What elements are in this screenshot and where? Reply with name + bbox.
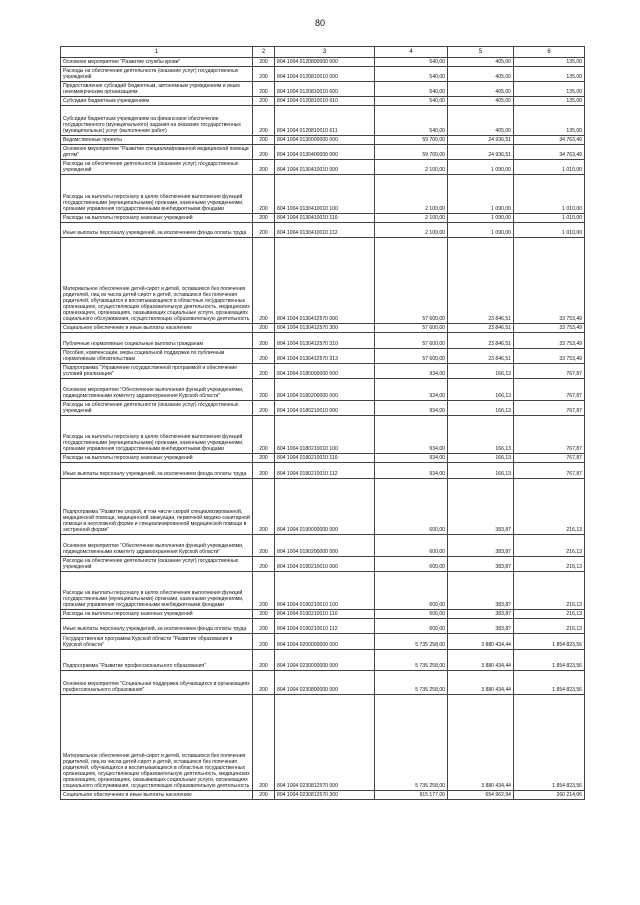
row-admin-code: 200	[253, 400, 275, 415]
row-unexecuted-amount: 135,00	[514, 57, 585, 66]
row-admin-code: 200	[253, 534, 275, 556]
row-approved-amount: 600,00	[375, 534, 448, 556]
row-budget-code: 804 1004 0190210010 100	[275, 571, 375, 609]
row-budget-code: 804 1004 0130410010 100	[275, 174, 375, 213]
row-unexecuted-amount: 1 854 823,56	[514, 670, 585, 694]
table-row	[61, 556, 585, 571]
row-unexecuted-amount: 767,87	[514, 363, 585, 378]
row-name: Основное мероприятие "Обеспечение выполнения функций учреждениями, подведомственными комитету здравоохранения Курской области"	[61, 378, 253, 400]
row-executed-amount: 23 846,51	[448, 332, 514, 348]
row-executed-amount: 405,00	[448, 57, 514, 66]
row-admin-code: 200	[253, 453, 275, 462]
row-budget-code: 804 1004 0130412570 313	[275, 348, 375, 363]
row-name: Субсидии бюджетным учреждениям	[61, 96, 253, 105]
row-executed-amount: 1 090,00	[448, 174, 514, 213]
row-approved-amount: 540,00	[375, 81, 448, 96]
row-approved-amount: 600,00	[375, 618, 448, 633]
row-approved-amount: 57 600,00	[375, 332, 448, 348]
table-row	[61, 400, 585, 415]
row-budget-code: 804 1004 0190210010 112	[275, 618, 375, 633]
row-budget-code: 804 1004 0180210010 000	[275, 400, 375, 415]
row-approved-amount: 934,00	[375, 415, 448, 453]
row-budget-code: 804 1004 0120810010 611	[275, 105, 375, 135]
row-unexecuted-amount: 216,13	[514, 478, 585, 534]
row-admin-code: 200	[253, 96, 275, 105]
table-row	[61, 694, 585, 790]
row-name: Социальное обеспечение и иные выплаты населению	[61, 790, 253, 799]
row-executed-amount: 23 846,51	[448, 348, 514, 363]
row-admin-code: 200	[253, 66, 275, 81]
row-approved-amount: 934,00	[375, 400, 448, 415]
table-row	[61, 135, 585, 144]
row-unexecuted-amount: 1 854 823,56	[514, 694, 585, 790]
table-row	[61, 174, 585, 213]
row-budget-code: 804 1004 0130412570 300	[275, 323, 375, 332]
table-row	[61, 57, 585, 66]
row-admin-code: 200	[253, 332, 275, 348]
row-executed-amount: 166,13	[448, 363, 514, 378]
row-executed-amount: 24 936,51	[448, 144, 514, 159]
table-row	[61, 670, 585, 694]
row-name: Ведомственные проекты	[61, 135, 253, 144]
row-name: Расходы на выплаты персоналу в целях обеспечения выполнения функций государственными (муниципальными) органами, казенными учреждениями, органами управления государственными внебюджетными фондами	[61, 571, 253, 609]
row-unexecuted-amount: 33 753,49	[514, 332, 585, 348]
row-admin-code: 200	[253, 670, 275, 694]
row-admin-code: 200	[253, 609, 275, 618]
row-budget-code: 804 1004 0200000000 000	[275, 633, 375, 649]
row-unexecuted-amount: 1 010,00	[514, 159, 585, 174]
row-approved-amount: 934,00	[375, 363, 448, 378]
row-executed-amount: 3 880 434,44	[448, 649, 514, 670]
row-approved-amount: 540,00	[375, 96, 448, 105]
row-name: Расходы на обеспечение деятельности (оказание услуг) государственных учреждений	[61, 159, 253, 174]
row-executed-amount: 3 880 434,44	[448, 670, 514, 694]
row-executed-amount: 3 880 434,44	[448, 633, 514, 649]
row-approved-amount: 600,00	[375, 478, 448, 534]
row-unexecuted-amount: 33 753,49	[514, 237, 585, 323]
column-header: 6	[514, 47, 585, 58]
row-budget-code: 804 1004 0230812570 000	[275, 694, 375, 790]
row-budget-code: 804 1004 0230000000 000	[275, 649, 375, 670]
row-name: Субсидии бюджетным учреждениям на финансовое обеспечение государственного (муниципального) задания на оказание государственных (муниципальных) услуг (выполнение работ)	[61, 105, 253, 135]
row-approved-amount: 57 600,00	[375, 237, 448, 323]
row-admin-code: 200	[253, 135, 275, 144]
row-name: Расходы на выплаты персоналу казенных учреждений	[61, 453, 253, 462]
row-executed-amount: 1 090,00	[448, 213, 514, 222]
row-executed-amount: 166,13	[448, 400, 514, 415]
row-name: Социальное обеспечение и иные выплаты населению	[61, 323, 253, 332]
row-executed-amount: 383,87	[448, 618, 514, 633]
row-name: Основное мероприятие "Социальная поддержка обучающихся в организациях профессионального образования"	[61, 670, 253, 694]
row-admin-code: 200	[253, 415, 275, 453]
table-row	[61, 378, 585, 400]
row-budget-code: 804 1004 0180210010 110	[275, 453, 375, 462]
row-name: Подпрограмма "Развитие профессионального образования"	[61, 649, 253, 670]
row-name: Расходы на выплаты персоналу казенных учреждений	[61, 213, 253, 222]
row-admin-code: 200	[253, 159, 275, 174]
row-budget-code: 804 1004 0180200000 000	[275, 378, 375, 400]
row-executed-amount: 166,13	[448, 378, 514, 400]
row-admin-code: 200	[253, 144, 275, 159]
row-executed-amount: 383,87	[448, 609, 514, 618]
row-unexecuted-amount: 767,87	[514, 453, 585, 462]
row-approved-amount: 5 735 258,00	[375, 694, 448, 790]
row-admin-code: 200	[253, 213, 275, 222]
row-unexecuted-amount: 767,87	[514, 462, 585, 478]
row-unexecuted-amount: 1 854 823,56	[514, 633, 585, 649]
table-row	[61, 348, 585, 363]
row-admin-code: 200	[253, 237, 275, 323]
table-row	[61, 363, 585, 378]
column-header: 2	[253, 47, 275, 58]
column-header: 3	[275, 47, 375, 58]
row-approved-amount: 59 700,00	[375, 135, 448, 144]
row-unexecuted-amount: 767,87	[514, 400, 585, 415]
row-approved-amount: 600,00	[375, 556, 448, 571]
row-name: Основное мероприятие "Развитие специализированной медицинской помощи детям"	[61, 144, 253, 159]
row-budget-code: 804 1004 0130412570 000	[275, 237, 375, 323]
row-approved-amount: 5 735 258,00	[375, 649, 448, 670]
row-name: Расходы на выплаты персоналу в целях обеспечения выполнения функций государственными (муниципальными) органами, казенными учреждениями, органами управления государственными внебюджетными фондами	[61, 174, 253, 213]
row-budget-code: 804 1004 0130410010 112	[275, 222, 375, 237]
row-budget-code: 804 1004 0180210010 100	[275, 415, 375, 453]
row-approved-amount: 2 100,00	[375, 213, 448, 222]
row-admin-code: 200	[253, 571, 275, 609]
row-executed-amount: 23 846,51	[448, 323, 514, 332]
row-name: Подпрограмма "Развитие скорой, в том числе скорой специализированной, медицинской помощи, медицинской эвакуации, первичной медико-санитарной помощи в неотложной форме и специализированной медицинской помощи в экстренной форме"	[61, 478, 253, 534]
row-unexecuted-amount: 34 763,49	[514, 135, 585, 144]
table-row	[61, 633, 585, 649]
row-admin-code: 200	[253, 649, 275, 670]
page-number: 80	[314, 18, 325, 28]
row-name: Иные выплаты персоналу учреждений, за исключением фонда оплаты труда	[61, 462, 253, 478]
row-budget-code: 804 1004 0120810010 610	[275, 96, 375, 105]
row-approved-amount: 2 100,00	[375, 222, 448, 237]
row-approved-amount: 57 600,00	[375, 348, 448, 363]
row-admin-code: 200	[253, 694, 275, 790]
table-row	[61, 96, 585, 105]
table-row	[61, 237, 585, 323]
row-approved-amount: 934,00	[375, 462, 448, 478]
row-approved-amount: 5 735 258,00	[375, 633, 448, 649]
row-admin-code: 200	[253, 478, 275, 534]
row-name: Предоставление субсидий бюджетным, автономным учреждениям и иным некоммерческим организациям	[61, 81, 253, 96]
row-name: Расходы на выплаты персоналу казенных учреждений	[61, 609, 253, 618]
row-name: Публичные нормативные социальные выплаты гражданам	[61, 332, 253, 348]
row-executed-amount: 405,00	[448, 96, 514, 105]
row-name: Расходы на выплаты персоналу в целях обеспечения выполнения функций государственными (муниципальными) органами, казенными учреждениями, органами управления государственными внебюджетными фондами	[61, 415, 253, 453]
row-unexecuted-amount: 135,00	[514, 105, 585, 135]
row-approved-amount: 540,00	[375, 105, 448, 135]
row-name: Основное мероприятие "Обеспечение выполнения функций учреждениями, подведомственными комитету здравоохранения Курской области"	[61, 534, 253, 556]
row-name: Иные выплаты персоналу учреждений, за исключением фонда оплаты труда	[61, 618, 253, 633]
row-budget-code: 804 1004 0130000000 000	[275, 135, 375, 144]
row-admin-code: 200	[253, 105, 275, 135]
row-admin-code: 200	[253, 81, 275, 96]
row-admin-code: 200	[253, 790, 275, 799]
table-row	[61, 453, 585, 462]
row-admin-code: 200	[253, 462, 275, 478]
row-budget-code: 804 1004 0190000000 000	[275, 478, 375, 534]
row-approved-amount: 934,00	[375, 453, 448, 462]
table-row	[61, 144, 585, 159]
row-admin-code: 200	[253, 174, 275, 213]
row-unexecuted-amount: 34 763,49	[514, 144, 585, 159]
row-executed-amount: 1 090,00	[448, 222, 514, 237]
budget-table	[60, 46, 585, 800]
row-unexecuted-amount: 767,87	[514, 378, 585, 400]
row-budget-code: 804 1004 0180000000 000	[275, 363, 375, 378]
table-row	[61, 213, 585, 222]
row-executed-amount: 24 936,51	[448, 135, 514, 144]
row-budget-code: 804 1004 0190210010 000	[275, 556, 375, 571]
row-approved-amount: 600,00	[375, 609, 448, 618]
table-row	[61, 649, 585, 670]
row-unexecuted-amount: 1 010,00	[514, 213, 585, 222]
row-executed-amount: 383,87	[448, 534, 514, 556]
row-budget-code: 804 1004 0130410010 110	[275, 213, 375, 222]
row-name: Пособия, компенсации, меры социальной поддержки по публичным нормативным обязательствам	[61, 348, 253, 363]
row-executed-amount: 383,87	[448, 478, 514, 534]
row-approved-amount: 57 600,00	[375, 323, 448, 332]
row-budget-code: 804 1004 0130410010 000	[275, 159, 375, 174]
row-name: Подпрограмма "Управление государственной программой и обеспечение условий реализации"	[61, 363, 253, 378]
table-row	[61, 415, 585, 453]
table-row	[61, 222, 585, 237]
row-unexecuted-amount: 216,13	[514, 609, 585, 618]
row-budget-code: 804 1004 0120810010 000	[275, 66, 375, 81]
row-budget-code: 804 1004 0130400000 000	[275, 144, 375, 159]
row-name: Расходы на обеспечение деятельности (оказание услуг) государственных учреждений	[61, 556, 253, 571]
table-row	[61, 105, 585, 135]
table-row	[61, 462, 585, 478]
header-row	[61, 47, 585, 58]
row-budget-code: 804 1004 0190210010 110	[275, 609, 375, 618]
row-admin-code: 200	[253, 363, 275, 378]
column-header: 1	[61, 47, 253, 58]
row-executed-amount: 654 962,94	[448, 790, 514, 799]
row-budget-code: 804 1004 0180210010 112	[275, 462, 375, 478]
row-unexecuted-amount: 1 010,00	[514, 222, 585, 237]
row-unexecuted-amount: 260 214,06	[514, 790, 585, 799]
row-admin-code: 200	[253, 348, 275, 363]
row-executed-amount: 166,13	[448, 462, 514, 478]
row-name: Материальное обеспечение детей-сирот и детей, оставшихся без попечения родителей, лиц из числа детей-сирот и детей, оставшихся без попечения родителей, обучающихся и воспитывающихся в областных государственных организациях, осуществляющих образовательную деятельность, медицинских организациях, организациях, оказывающих социальные услуги, организациях социального обслуживания, осуществляющих образовательную деятельность	[61, 237, 253, 323]
row-admin-code: 200	[253, 556, 275, 571]
row-budget-code: 804 1004 0190200000 000	[275, 534, 375, 556]
row-approved-amount: 2 100,00	[375, 159, 448, 174]
row-unexecuted-amount: 33 753,49	[514, 348, 585, 363]
row-name: Основное мероприятие "Развитие службы крови"	[61, 57, 253, 66]
row-admin-code: 200	[253, 633, 275, 649]
column-header: 4	[375, 47, 448, 58]
row-unexecuted-amount: 216,13	[514, 534, 585, 556]
row-unexecuted-amount: 135,00	[514, 66, 585, 81]
row-name: Расходы на обеспечение деятельности (оказание услуг) государственных учреждений	[61, 66, 253, 81]
row-unexecuted-amount: 216,13	[514, 556, 585, 571]
row-unexecuted-amount: 33 753,49	[514, 323, 585, 332]
row-unexecuted-amount: 1 010,00	[514, 174, 585, 213]
row-approved-amount: 2 100,00	[375, 174, 448, 213]
row-executed-amount: 166,13	[448, 453, 514, 462]
row-name: Иные выплаты персоналу учреждений, за исключением фонда оплаты труда	[61, 222, 253, 237]
table-row	[61, 609, 585, 618]
row-executed-amount: 383,87	[448, 571, 514, 609]
row-approved-amount: 600,00	[375, 571, 448, 609]
row-budget-code: 804 1004 0130412570 310	[275, 332, 375, 348]
row-admin-code: 200	[253, 378, 275, 400]
row-budget-code: 804 1004 0230812570 300	[275, 790, 375, 799]
row-budget-code: 804 1004 0120800000 000	[275, 57, 375, 66]
row-unexecuted-amount: 216,13	[514, 571, 585, 609]
row-admin-code: 200	[253, 222, 275, 237]
row-approved-amount: 915 177,00	[375, 790, 448, 799]
table-row	[61, 790, 585, 799]
row-executed-amount: 3 880 434,44	[448, 694, 514, 790]
row-approved-amount: 540,00	[375, 57, 448, 66]
table-row	[61, 332, 585, 348]
table-row	[61, 66, 585, 81]
row-approved-amount: 540,00	[375, 66, 448, 81]
row-executed-amount: 1 090,00	[448, 159, 514, 174]
row-executed-amount: 23 846,51	[448, 237, 514, 323]
row-executed-amount: 405,00	[448, 81, 514, 96]
row-unexecuted-amount: 1 854 823,56	[514, 649, 585, 670]
row-name: Расходы на обеспечение деятельности (оказание услуг) государственных учреждений	[61, 400, 253, 415]
row-name: Государственная программа Курской области "Развитие образования в Курской области"	[61, 633, 253, 649]
row-approved-amount: 5 735 258,00	[375, 670, 448, 694]
row-unexecuted-amount: 135,00	[514, 81, 585, 96]
row-admin-code: 200	[253, 323, 275, 332]
row-executed-amount: 405,00	[448, 66, 514, 81]
row-approved-amount: 934,00	[375, 378, 448, 400]
row-admin-code: 200	[253, 57, 275, 66]
row-unexecuted-amount: 216,13	[514, 618, 585, 633]
row-executed-amount: 383,87	[448, 556, 514, 571]
row-unexecuted-amount: 135,00	[514, 96, 585, 105]
row-admin-code: 200	[253, 618, 275, 633]
row-budget-code: 804 1004 0120810010 600	[275, 81, 375, 96]
table-row	[61, 81, 585, 96]
table-row	[61, 618, 585, 633]
row-unexecuted-amount: 767,87	[514, 415, 585, 453]
row-executed-amount: 405,00	[448, 105, 514, 135]
column-header: 5	[448, 47, 514, 58]
row-approved-amount: 59 700,00	[375, 144, 448, 159]
row-budget-code: 804 1004 0230800000 000	[275, 670, 375, 694]
table-row	[61, 323, 585, 332]
table-row	[61, 478, 585, 534]
row-executed-amount: 166,13	[448, 415, 514, 453]
table-row	[61, 534, 585, 556]
table-row	[61, 159, 585, 174]
table-row	[61, 571, 585, 609]
row-name: Материальное обеспечение детей-сирот и детей, оставшихся без попечения родителей, лиц из числа детей-сирот и детей, оставшихся без попечения родителей, обучающихся и воспитывающихся в областных государственных организациях, осуществляющих образовательную деятельность, медицинских организациях, организациях, оказывающих социальные услуги, организациях социального обслуживания, осуществляющих образовательную деятельность	[61, 694, 253, 790]
